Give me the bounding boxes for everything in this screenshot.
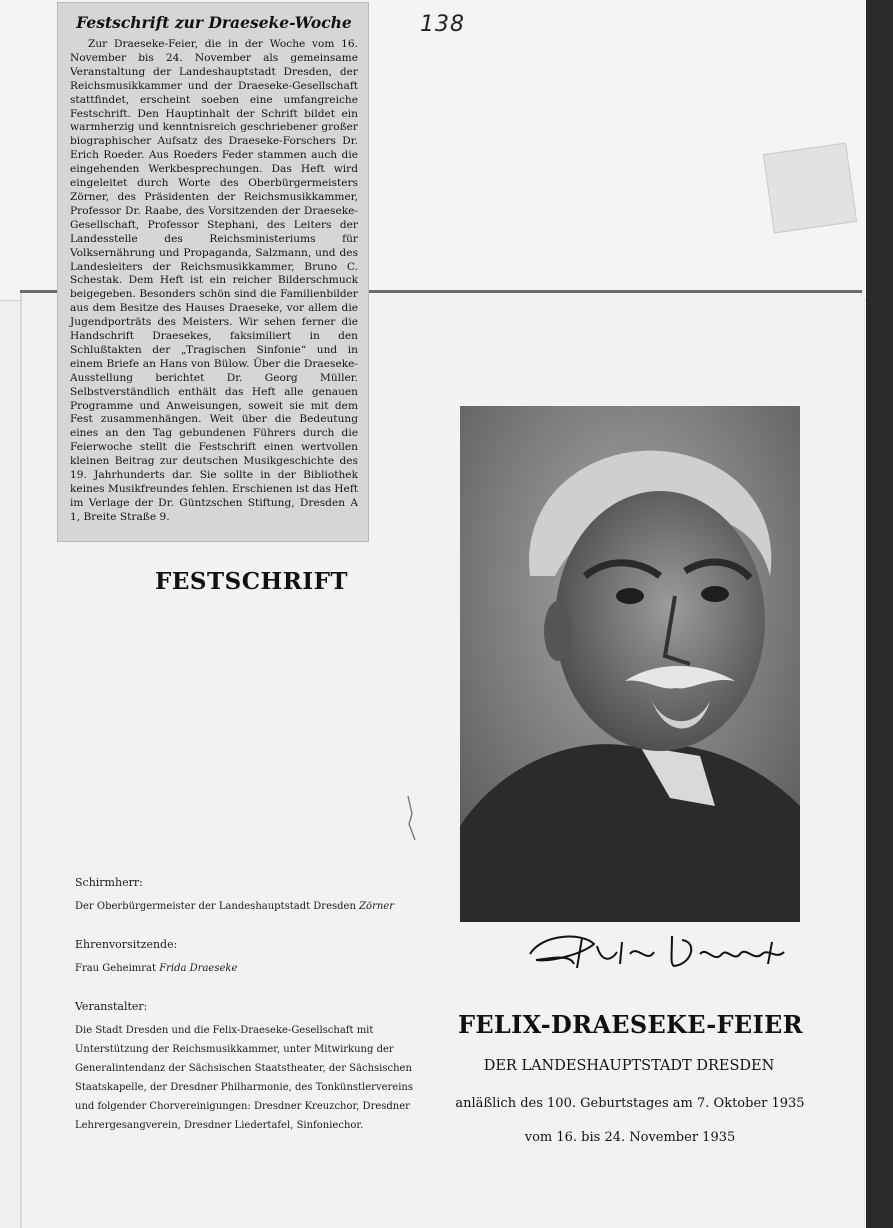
patron-section: [75, 876, 415, 916]
clipping-body: Zur Draeseke-Feier, die in der Woche vom 16. November bis 24. November als gemeinsame Veranstaltung der Landeshauptstadt Dresden, der Reichsmusikkammer und der Draeseke-Gesellschaft stattfindet, erscheint soeben eine umfangreiche Festschrift. Den Hauptinhalt der Schrift bildet ein warmherzig und kenntnisreich geschriebener großer biographischer Aufsatz des Draeseke-Forschers Dr. Erich Roeder. Aus Roeders Feder stammen auch die eingehenden Werkbesprechungen. Das Heft wird eingeleitet durch Worte des Oberbürgermeisters Zörner, des Präsidenten der Reichsmusikkammer, Professor Dr. Raabe, des Vorsitzenden der Draeseke-Gesellschaft, Professor Stephani, des Leiters der Landesstelle des Reichsministeriums für Volksernährung und Propaganda, Salzmann, und des Landesleiters der Reichsmusikkammer, Bruno C. Schestak. Dem Heft ist ein reicher Bilderschmuck beigegeben. Besonders schön sind die Familienbilder aus dem Besitze des Hauses Draeseke, vor allem die Jugendporträts des Meisters. Wir sehen ferner die Handschrift Draesekes, faksimiliert in den Schlußtakten der „Tragischen Sinfonie“ und in einem Briefe an Hans von Bülow. Über die Draeseke-Ausstellung berichtet Dr. Georg Müller. Selbstverständlich enthält das Heft alle genauen Programme und Anweisungen, soweit sie mit dem Fest zusammenhängen. Weit über die Bedeutung eines an den Tag gebundenen Führers durch die Feierwoche stellt die Festschrift einen wertvollen kleinen Beitrag zur deutschen Musikgeschichte des 19. Jahrhunderts dar. Sie sollte in der Bibliothek keines Musikfreundes fehlen. Erschienen ist das Heft im Verlage der Dr. Güntzschen Stiftung, Dresden A 1, Breite Straße 9.: [70, 38, 358, 523]
event-occasion: anläßlich des 100. Geburtstages am 7. Oktober 1935: [455, 1096, 805, 1111]
festschrift-heading: FESTSCHRIFT: [155, 568, 349, 595]
patron-name: Zörner: [359, 901, 394, 912]
scanner-edge: [866, 0, 893, 1228]
event-dates: vom 16. bis 24. November 1935: [524, 1130, 736, 1145]
chairs-text: Frau Geheimrat Frida Draeseke: [75, 963, 238, 974]
patron-label: Schirmherr:: [75, 876, 143, 889]
organizer-label: Veranstalter:: [75, 1000, 148, 1013]
paper-fragment: [763, 143, 857, 234]
credits-block: [75, 876, 415, 1157]
event-subtitle: DER LANDESHAUPTSTADT DRESDEN: [483, 1058, 775, 1074]
chairs-name: Frida Draeseke: [159, 963, 238, 974]
chairs-section: [75, 938, 415, 978]
newspaper-clipping: [57, 2, 369, 542]
event-title: FELIX-DRAESEKE-FEIER: [458, 1010, 803, 1039]
organizer-section: [75, 1000, 415, 1135]
archive-number: 138: [420, 12, 465, 37]
signature: [522, 924, 802, 974]
portrait-image: [460, 406, 800, 922]
chairs-label: Ehrenvorsitzende:: [75, 938, 178, 951]
organizer-text: Die Stadt Dresden und die Felix-Draeseke-Gesellschaft mit Unterstützung der Reichsmusikkammer, unter Mitwirkung der Generalintendanz der Sächsischen Staatstheater, der Sächsischen Staatskapelle, der Dresdner Philharmonie, des Tonkünstlervereins und folgender Chorvereinigungen: Dresdner Kreuzchor, Dresdner Lehrergesangverein, Dresdner Liedertafel, Sinfoniechor.: [75, 1025, 413, 1131]
clipping-title: Festschrift zur Draeseke-Woche: [76, 13, 352, 32]
pencil-mark: [404, 794, 418, 842]
patron-text: Der Oberbürgermeister der Landeshauptstadt Dresden Zörner: [75, 901, 394, 912]
